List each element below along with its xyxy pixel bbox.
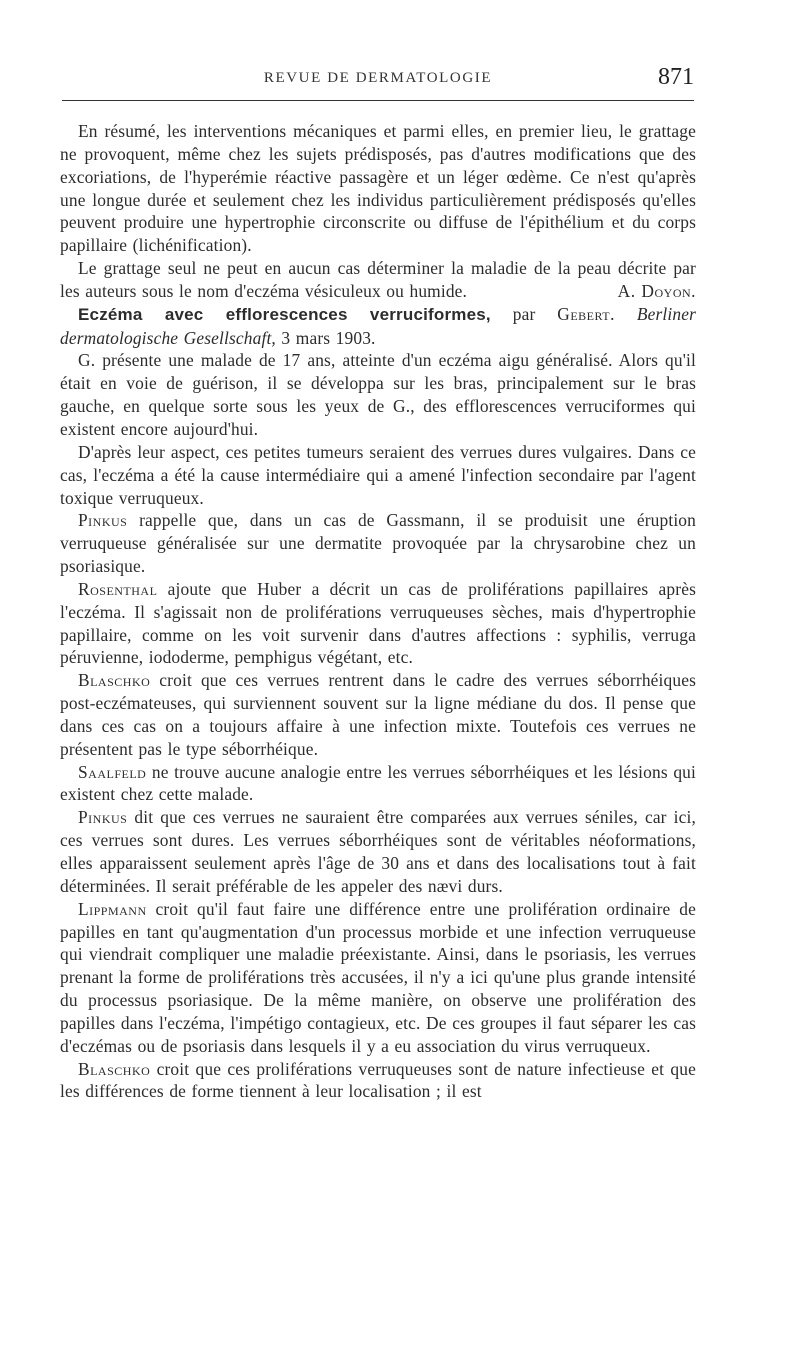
paragraph-rosenthal <box>60 578 696 669</box>
article-heading <box>60 303 696 350</box>
article-author: Gebert. <box>557 303 615 324</box>
paragraph-lippmann <box>60 898 696 1058</box>
article-date: 3 mars 1903. <box>275 327 376 348</box>
page-header <box>62 64 694 101</box>
speaker-text: rappelle que, dans un cas de Gassmann, il se produisit une éruption verruqueuse généralisée sur une dermatite provoquée par la chrysarobine chez un psoriasique. <box>60 510 696 577</box>
speaker-name: Lippmann <box>78 898 147 919</box>
paragraph-blaschko-2 <box>60 1058 696 1104</box>
paragraph-summary: En résumé, les interventions mécaniques et parmi elles, en premier lieu, le grattage ne provoquent, même chez les sujets prédisposés, pas d'autres modifications que des excoriations, de l'hyperémie réactive passagère et un léger œdème. Ce n'est qu'après une longue durée et seulement chez les individus particulièrement prédisposés qu'elles peuvent produire une hypertrophie circonscrite ou diffuse de l'épithélium et du corps papillaire (lichénification). <box>60 121 696 256</box>
paragraph-case: G. présente une malade de 17 ans, atteinte d'un eczéma aigu généralisé. Alors qu'il était en voie de guérison, il se développa sur les bras, principalement sur le bras gauche, en quelque sorte sous les yeux de G., des efflorescences verruciformes qui existent encore aujourd'hui. <box>60 350 696 439</box>
paragraph-aspect: D'après leur aspect, ces petites tumeurs seraient des verrues dures vulgaires. Dans ce cas, l'eczéma a été la cause intermédiaire qui a amené l'infection secondaire par l'agent toxique verruqueux. <box>60 441 696 508</box>
paragraph-blaschko-1 <box>60 669 696 760</box>
speaker-text: ne trouve aucune analogie entre les verrues séborrhéiques et les lésions qui existent chez cette malade. <box>60 761 696 805</box>
speaker-name: Saalfeld <box>78 761 147 782</box>
speaker-text: croit que ces proliférations verruqueuses sont de nature infectieuse et que les différences de forme tiennent à leur localisation ; il est <box>60 1058 696 1102</box>
page-number: 871 <box>658 64 694 90</box>
article-by: par <box>490 303 558 324</box>
speaker-name: Pinkus <box>78 510 128 531</box>
article-title: Eczéma avec efflorescences verruciformes, <box>78 304 491 324</box>
paragraph-conclusion <box>60 257 696 303</box>
running-head: REVUE DE DERMATOLOGIE <box>263 70 493 86</box>
speaker-text: croit qu'il faut faire une différence entre une prolifération ordinaire de papilles en tant qu'augmentation d'un processus morbide et une infection verruqueuse qui viendrait compliquer une maladie préexistante. Ainsi, dans le psoriasis, les verrues prenant la forme de proliférations très accusées, il n'y a ici qu'une plus grande intensité du processus psoriasique. De la même manière, on observe une prolifération des papilles dans l'eczéma, l'impétigo contagieux, etc. De ces groupes il faut séparer les cas d'eczémas ou de psoriasis dans lesquels il y a eu association du virus verruqueux. <box>60 898 696 1056</box>
speaker-text: croit que ces verrues rentrent dans le cadre des verrues séborrhéiques post-eczémateuses, qui surviennent souvent sur la ligne médiane du dos. Il pense que dans ces cas on a toujours affaire à une infection mixte. Toutefois ces verrues ne présentent pas le type séborrhéique. <box>60 670 696 759</box>
speaker-name: Blaschko <box>78 670 151 691</box>
article-source: Berliner dermatologische Gesellschaft, <box>60 303 696 348</box>
body-text <box>60 120 696 1103</box>
paragraph-pinkus-2 <box>60 806 696 897</box>
speaker-name: Rosenthal <box>78 578 158 599</box>
speaker-name: Blaschko <box>78 1058 151 1079</box>
signature: A. Doyon. <box>617 280 696 301</box>
speaker-name: Pinkus <box>78 807 128 828</box>
conclusion-text: Le grattage seul ne peut en aucun cas déterminer la maladie de la peau décrite par les auteurs sous le nom d'eczéma vésiculeux ou humide. <box>60 258 696 301</box>
speaker-text: ajoute que Huber a décrit un cas de proliférations papillaires après l'eczéma. Il s'agissait non de proliférations verruqueuses sèches, mais d'hypertrophie papillaire, comme on les voit survenir dans d'autres affections : syphilis, verruga péruvienne, iododerme, pemphigus végétant, etc. <box>60 578 696 668</box>
paragraph-pinkus-1 <box>60 509 696 578</box>
speaker-text: dit que ces verrues ne sauraient être comparées aux verrues séniles, car ici, ces verrues sont dures. Les verrues séborrhéiques sont de véritables néoformations, elles apparaissent seulement après l'âge de 30 ans et dans des localisations tout à fait déterminées. Il serait préférable de les appeler des nævi durs. <box>60 807 696 896</box>
paragraph-saalfeld <box>60 761 696 807</box>
